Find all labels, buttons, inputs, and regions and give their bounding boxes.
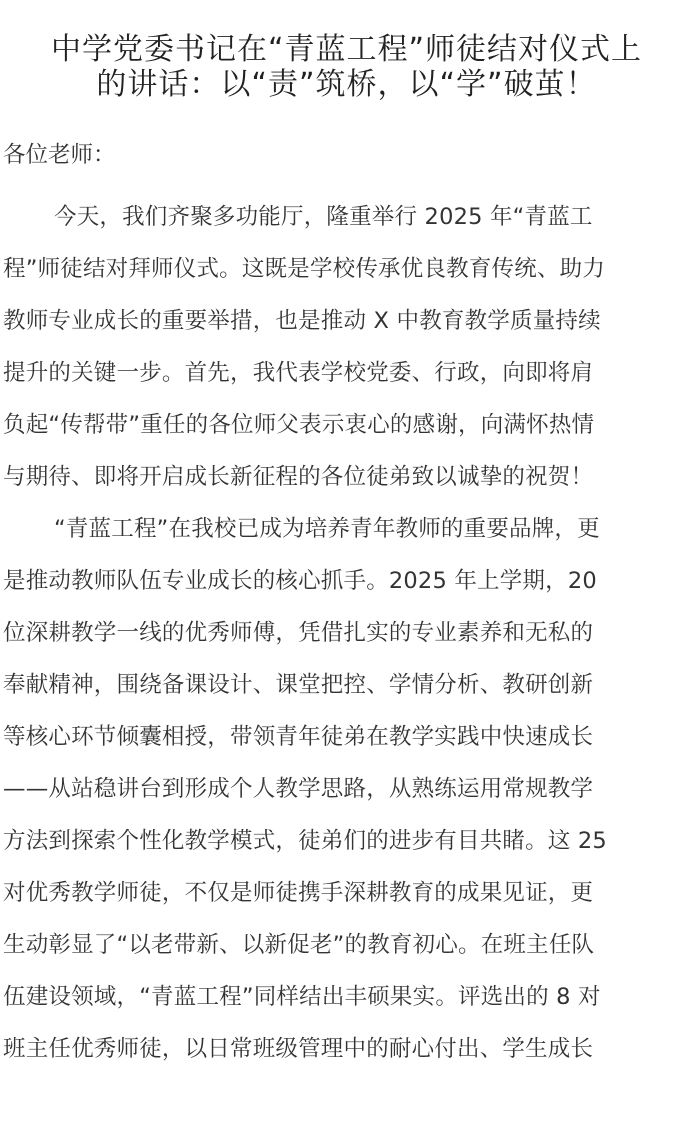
article-title xyxy=(3,32,690,102)
paragraph-line: “青蓝工程”在我校已成为培养青年教师的重要品牌，更 xyxy=(54,516,600,542)
paragraph-line: 提升的关键一步。首先，我代表学校党委、行政，向即将肩 xyxy=(3,360,594,386)
title-line: 的讲话：以“责”筑桥，以“学”破茧！ xyxy=(96,67,597,102)
paragraph-line: 对优秀教学师徒，不仅是师徒携手深耕教育的成果见证，更 xyxy=(3,880,594,906)
paragraph-line: 是推动教师队伍专业成长的核心抓手。2025 年上学期，20 xyxy=(3,568,597,594)
paragraph-line: 生动彰显了“以老带新、以新促老”的教育初心。在班主任队 xyxy=(3,932,595,958)
paragraph-line: 今天，我们齐聚多功能厅，隆重举行 2025 年“青蓝工 xyxy=(54,204,593,230)
title-line: 中学党委书记在“青蓝工程”师徒结对仪式上 xyxy=(50,32,643,67)
paragraph-line: 伍建设领域，“青蓝工程”同样结出丰硕果实。评选出的 8 对 xyxy=(3,984,601,1010)
paragraph-2 xyxy=(3,503,690,1075)
paragraph-line: 奉献精神，围绕备课设计、课堂把控、学情分析、教研创新 xyxy=(3,672,594,698)
paragraph-line: ——从站稳讲台到形成个人教学思路，从熟练运用常规教学 xyxy=(3,776,594,802)
paragraph-line: 负起“传帮带”重任的各位师父表示衷心的感谢，向满怀热情 xyxy=(3,412,595,438)
paragraph-line: 方法到探索个性化教学模式，徒弟们的进步有目共睹。这 25 xyxy=(3,828,607,854)
salutation: 各位老师： xyxy=(3,142,116,168)
paragraph-line: 班主任优秀师徒，以日常班级管理中的耐心付出、学生成长 xyxy=(3,1036,594,1062)
paragraph-line: 与期待、即将开启成长新征程的各位徒弟致以诚挚的祝贺！ xyxy=(3,464,594,490)
article xyxy=(0,32,693,1075)
paragraph-1 xyxy=(3,191,690,503)
paragraph-line: 位深耕教学一线的优秀师傅，凭借扎实的专业素养和无私的 xyxy=(3,620,594,646)
paragraph-line: 教师专业成长的重要举措，也是推动 X 中教育教学质量持续 xyxy=(3,308,601,334)
paragraph-line: 等核心环节倾囊相授，带领青年徒弟在教学实践中快速成长 xyxy=(3,724,594,750)
paragraph-line: 程”师徒结对拜师仪式。这既是学校传承优良教育传统、助力 xyxy=(3,256,606,282)
